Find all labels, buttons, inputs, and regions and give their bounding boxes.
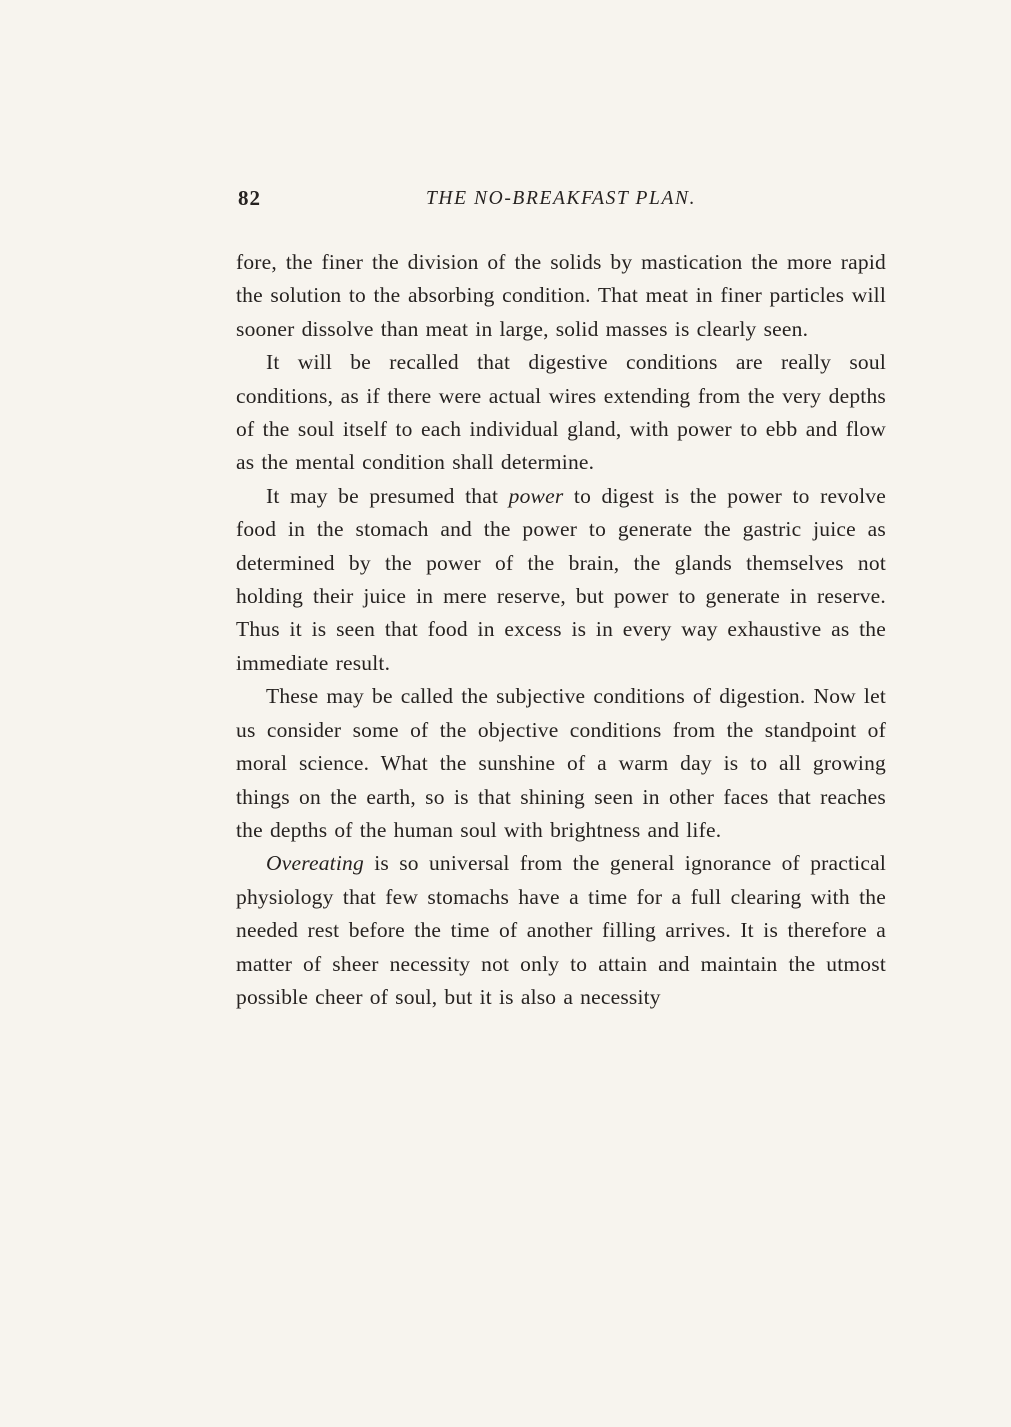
text-run: It will be recalled that digestive conditions are really soul conditions, as if there were actual wires extending from the very depths of the soul itself to each individual gland, with power to ebb and flow as the mental condition shall determine.	[236, 350, 886, 475]
text-block	[236, 246, 886, 1014]
text-column	[236, 186, 886, 1014]
text-run: is so universal from the general ignorance of practical physiology that few stomachs have a time for a full clearing with the needed rest before the time of another filling arrives. It is therefore a matter of sheer necessity not only to attain and maintain the utmost possible cheer of soul, but it is also a necessity	[236, 851, 886, 1009]
paragraph	[236, 346, 886, 480]
paragraph	[236, 480, 886, 680]
paragraph	[236, 246, 886, 346]
text-run: It may be presumed that	[266, 483, 509, 508]
running-title: THE NO-BREAKFAST PLAN.	[425, 188, 697, 209]
text-run: These may be called the subjective conditions of digestion. Now let us consider some of the objective conditions from the standpoint of moral science. What the sunshine of a warm day is to all growing things on the earth, so is that shining seen in other faces that reaches the depths of the human soul with brightness and life.	[236, 684, 886, 842]
italic-text-run: Overeating	[266, 851, 364, 876]
paragraph	[236, 680, 886, 847]
paragraph	[236, 847, 886, 1014]
page-number: 82	[238, 186, 261, 210]
text-run: to digest is the power to revolve food in the stomach and the power to generate the gastric juice as determined by the power of the brain, the glands themselves not holding their juice in mere reserve, but power to generate in reserve. Thus it is seen that food in excess is in every way exhaustive as the immediate result.	[236, 483, 886, 675]
text-run: fore, the finer the division of the solids by mastication the more rapid the solution to the absorbing condition. That meat in finer particles will sooner dissolve than meat in large, solid masses is clearly seen.	[236, 250, 886, 341]
page-header	[236, 186, 886, 220]
italic-text-run: power	[508, 483, 564, 508]
